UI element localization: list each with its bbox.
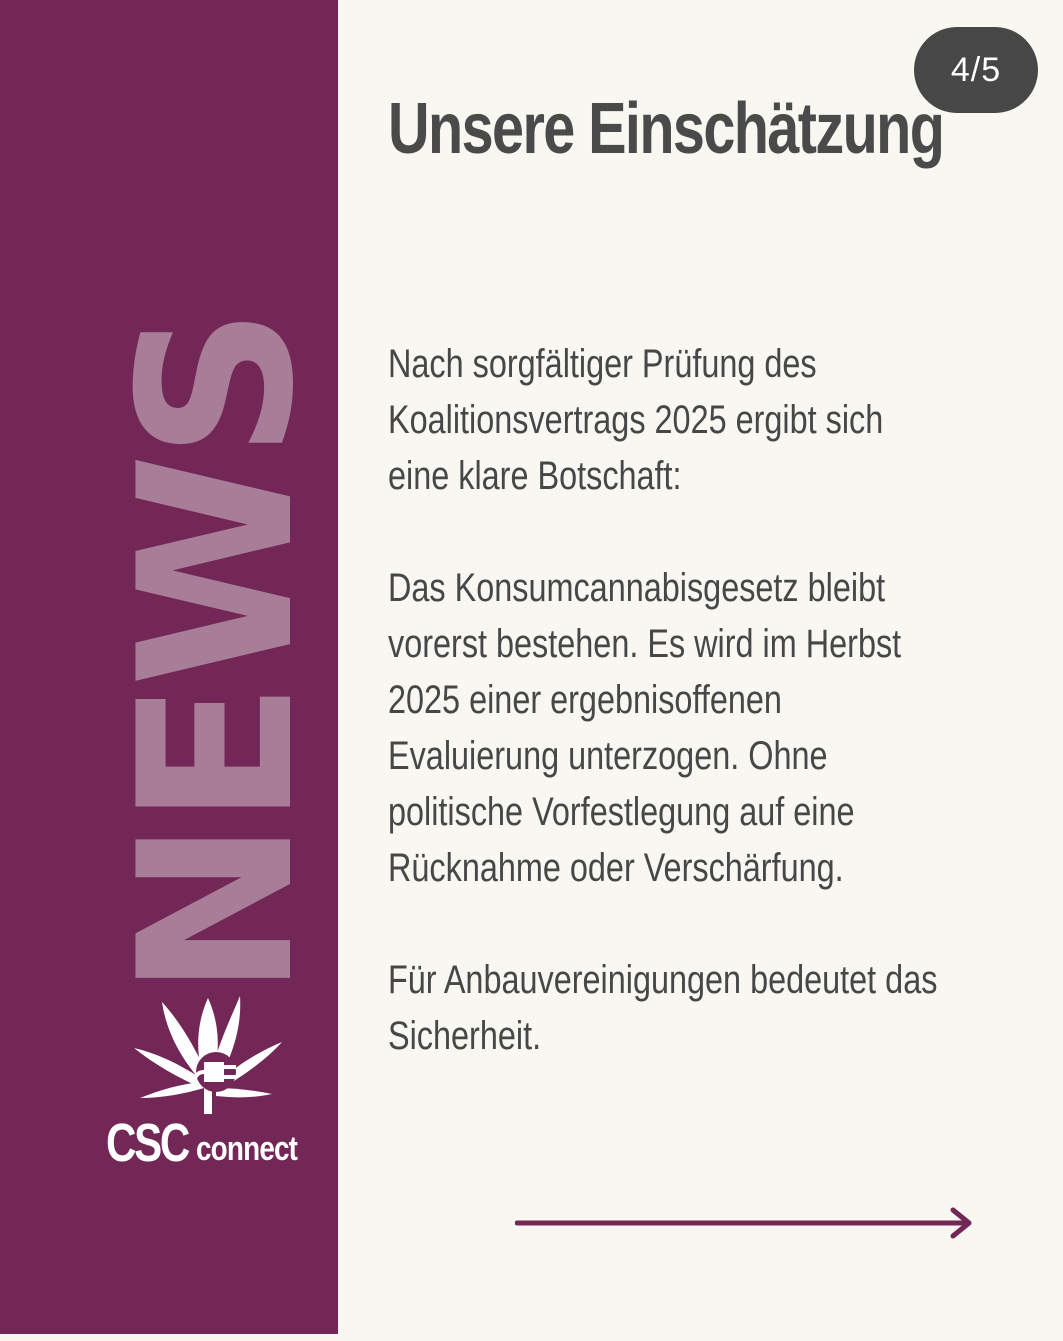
next-slide-arrow[interactable] (515, 1206, 977, 1245)
logo-text-csc: CSC (106, 1113, 188, 1173)
csc-connect-logo (100, 990, 315, 1175)
paragraph-conclusion: Für Anbauvereinigungen bedeutet das Sicherheit. (388, 958, 938, 1058)
page-title: Unsere Einschätzung (388, 89, 944, 169)
paragraph-intro: Nach sorgfältiger Prüfung des Koalitionsvertrags 2025 ergibt sich eine klare Botschaft: (388, 342, 884, 498)
sidebar (0, 0, 338, 1334)
paragraph-law-status: Das Konsumcannabisgesetz bleibt vorerst bestehen. Es wird im Herbst 2025 einer ergebnisoffenen Evaluierung unterzogen. Ohne politische Vorfestlegung auf eine Rücknahme oder Verschärfung. (388, 566, 902, 890)
page-indicator-badge: 4/5 (914, 27, 1038, 113)
news-vertical-label: NEWS (93, 312, 340, 998)
cannabis-leaf-plug-icon (100, 990, 315, 1130)
logo-text-connect: connect (196, 1130, 298, 1168)
arrow-right-icon (515, 1206, 977, 1240)
logo-wordmark (106, 1112, 298, 1174)
